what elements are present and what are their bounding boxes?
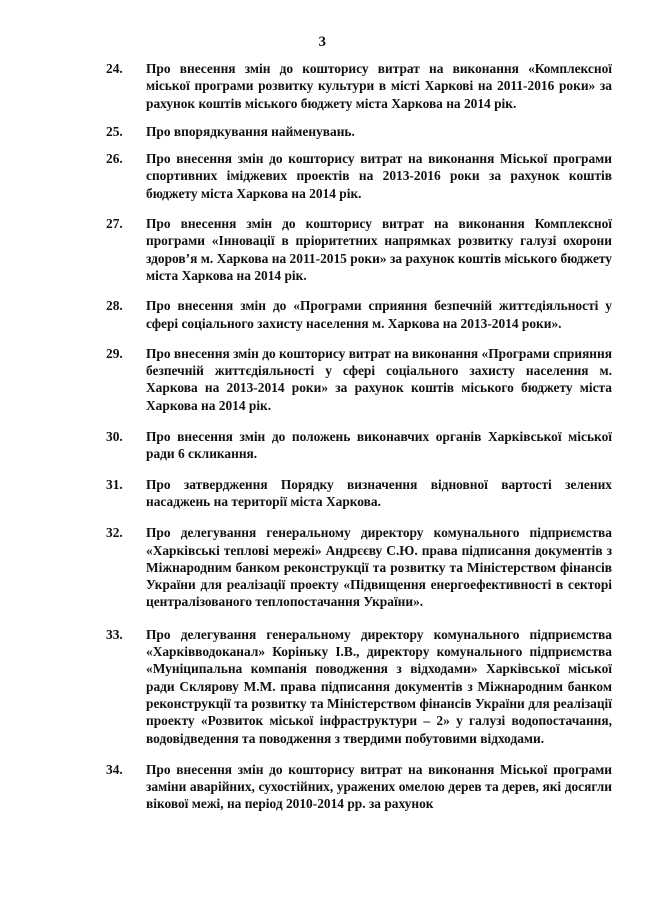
item-text: Про затвердження Порядку визначення відновної вартості зелених насаджень на території міста Харкова. bbox=[146, 476, 612, 509]
item-number: 27. bbox=[106, 216, 123, 232]
agenda-item-24 bbox=[106, 60, 612, 112]
agenda-item-26 bbox=[106, 150, 612, 202]
agenda-item-34 bbox=[106, 761, 612, 813]
item-text: Про делегування генеральному директору комунального підприємства «Харківводоканал» Коріньку І.В., директору комунального підприємства «Муніципальна компанія поводження з відходами» Харківської міської ради Склярову М.М. права підписання документів з Міжнародним банком реконструкції та розвитку та Міністерством фінансів України для реалізації проекту «Розвиток міської інфраструктури – 2» у галузі водопостачання, водовідведення та поводження з твердими побутовими відходами. bbox=[146, 626, 612, 746]
agenda-item-28 bbox=[106, 297, 612, 332]
page-number: 3 bbox=[318, 34, 327, 50]
item-number: 26. bbox=[106, 151, 123, 167]
item-text: Про внесення змін до кошторису витрат на виконання Комплексної програми «Інновації в пріоритетних напрямках розвитку галузі охорони здоров’я м. Харкова на 2011-2015 роки» за рахунок коштів міського бюджету міста Харкова на 2014 рік. bbox=[146, 216, 612, 283]
agenda-item-31 bbox=[106, 476, 612, 511]
item-text: Про внесення змін до кошторису витрат на виконання «Програми сприяння безпечній життєдіяльності у сфері соціального захисту населення м. Харкова на 2013-2014 роки» за рахунок коштів міського бюджету міста Харкова на 2014 рік. bbox=[146, 345, 612, 413]
item-number: 30. bbox=[106, 429, 123, 445]
agenda-item-30 bbox=[106, 428, 612, 463]
item-number: 32. bbox=[106, 525, 123, 541]
agenda-item-25 bbox=[106, 123, 612, 140]
item-number: 25. bbox=[106, 123, 123, 139]
item-text: Про внесення змін до кошторису витрат на виконання Міської програми спортивних іміджевих проектів на 2013-2016 роки за рахунок коштів бюджету міста Харкова на 2014 рік. bbox=[146, 151, 612, 201]
agenda-item-27 bbox=[106, 215, 612, 284]
item-number: 33. bbox=[106, 626, 123, 642]
agenda-list bbox=[106, 60, 612, 813]
agenda-item-33 bbox=[106, 626, 612, 747]
item-number: 28. bbox=[106, 298, 123, 314]
item-text: Про внесення змін до положень виконавчих органів Харківської міської ради 6 скликання. bbox=[146, 429, 612, 462]
item-text: Про внесення змін до кошторису витрат на виконання «Комплексної міської програми розвитку культури в місті Харкові на 2011-2016 роки» за рахунок коштів міського бюджету міста Харкова на 2014 рік. bbox=[146, 61, 612, 111]
agenda-item-32 bbox=[106, 524, 612, 610]
item-number: 31. bbox=[106, 476, 123, 492]
item-number: 29. bbox=[106, 345, 123, 361]
agenda-item-29 bbox=[106, 345, 612, 414]
item-number: 34. bbox=[106, 761, 123, 777]
item-text: Про делегування генеральному директору комунального підприємства «Харківські теплові мережі» Андрєєву С.Ю. права підписання документів з Міжнародним банком реконструкції та розвитку та Міністерством фінансів України для реалізації проекту «Підвищення енергоефективності в секторі централізованого теплопостачання України». bbox=[146, 525, 612, 610]
item-text: Про внесення змін до кошторису витрат на виконання Міської програми заміни аварійних, сухостійних, уражених омелою дерев та дерев, які досягли вікової межі, на період 2010-2014 рр. за рахунок bbox=[146, 761, 612, 812]
item-text: Про впорядкування найменувань. bbox=[146, 123, 355, 139]
item-text: Про внесення змін до «Програми сприяння безпечній життєдіяльності у сфері соціального захисту населення м. Харкова на 2013-2014 роки». bbox=[146, 298, 612, 331]
item-number: 24. bbox=[106, 61, 123, 76]
